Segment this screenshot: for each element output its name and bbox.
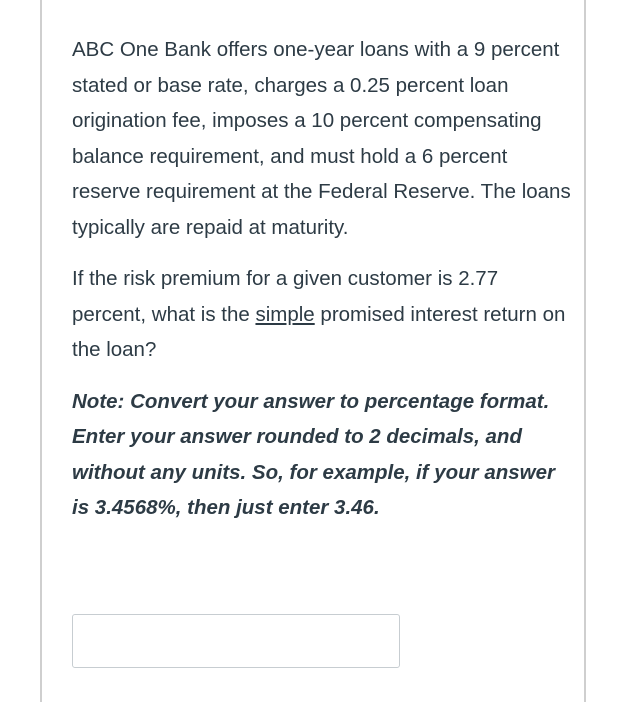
question-text-before: If the risk premium for a given customer is 2.77 percent, what is the: [72, 267, 499, 326]
question-paragraph-1: ABC One Bank offers one-year loans with a 9 percent stated or base rate, charges a 0.25 percent loan origination fee, imposes a 10 percent compensating balance requirement, and must hold a 6 percent reserve requirement at the Federal Reserve. The loans typically are repaid at maturity.: [72, 38, 571, 239]
question-content: [72, 32, 572, 526]
answer-format-note: Note: Convert your answer to percentage format. Enter your answer rounded to 2 decimals, and without any units. So, for example, if your answer is 3.4568%, then just enter 3.46.: [72, 389, 555, 519]
question-paragraph-2: [72, 261, 572, 368]
answer-input[interactable]: [72, 614, 400, 668]
question-text-after: promised interest return on the loan?: [72, 302, 566, 361]
underlined-word-simple: simple: [255, 302, 315, 326]
